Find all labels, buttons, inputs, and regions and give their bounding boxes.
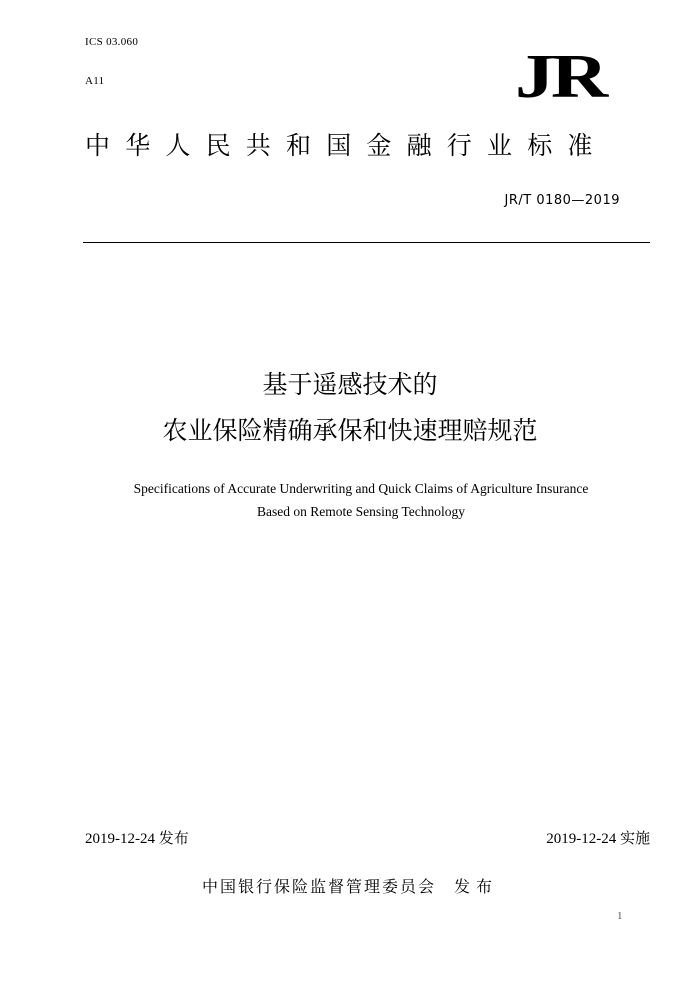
implementation-date: 2019-12-24 实施 [546, 831, 650, 847]
document-title-en-line2: Based on Remote Sensing Technology [256, 504, 466, 519]
page-number: 1 [617, 910, 623, 922]
classification-code: A11 [85, 75, 105, 87]
issuing-authority [0, 874, 700, 897]
document-title-en-line1: Specifications of Accurate Underwriting and Quick Claims of Agriculture Insurance [133, 481, 589, 496]
document-title-cn-line2: 农业保险精确承保和快速理赔规范 [162, 416, 538, 445]
standard-category-title: 中华人民共和国金融行业标准 [85, 131, 608, 160]
issue-date: 2019-12-24 发布 [85, 831, 189, 847]
header-divider [83, 242, 650, 243]
issuer-name: 中国银行保险监督管理委员会 [201, 877, 436, 896]
ics-code: ICS 03.060 [85, 36, 139, 48]
standard-number: JR/T 0180—2019 [504, 193, 620, 208]
document-title-cn-line1: 基于遥感技术的 [262, 370, 438, 399]
publish-label: 发布 [454, 877, 499, 896]
jr-logo: JR [515, 43, 605, 111]
